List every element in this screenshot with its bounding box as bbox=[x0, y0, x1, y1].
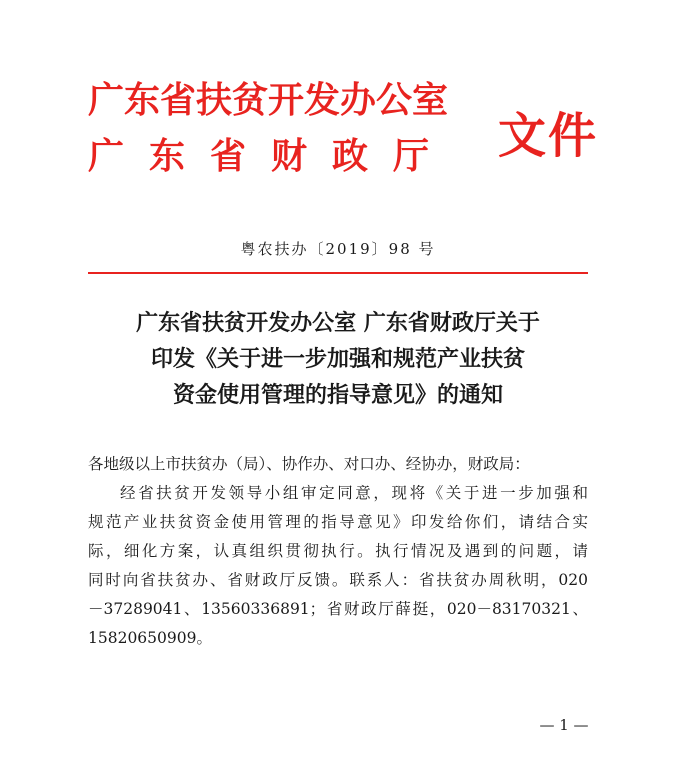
issuer-name-2: 广东省财政厅 bbox=[88, 136, 455, 177]
title-line-3: 资金使用管理的指导意见》的通知 bbox=[172, 383, 503, 408]
document-body bbox=[88, 450, 588, 653]
body-line-2: 规范产业扶贫资金使用管理的指导意见》印发给你们，请结合实 bbox=[88, 513, 588, 531]
body-line-4: 同时向省扶贫办、省财政厅反馈。联系人：省扶贫办周秋明，020 bbox=[88, 571, 588, 589]
red-divider bbox=[88, 272, 588, 274]
salutation: 各地级以上市扶贫办（局）、协作办、对口办、经协办，财政局： bbox=[88, 455, 530, 473]
document-number: 粤农扶办〔2019〕98 号 bbox=[240, 240, 436, 258]
title-line-1: 广东省扶贫开发办公室 广东省财政厅关于 bbox=[136, 311, 540, 336]
title-line-2: 印发《关于进一步加强和规范产业扶贫 bbox=[150, 347, 525, 372]
body-line-6: 15820650909。 bbox=[88, 629, 212, 647]
red-header bbox=[88, 78, 608, 198]
body-line-1: 经省扶贫开发领导小组审定同意，现将《关于进一步加强和 bbox=[120, 484, 588, 502]
document-type-label: 文件 bbox=[498, 108, 599, 164]
issuer-name-1: 广东省扶贫开发办公室 bbox=[88, 80, 449, 121]
body-line-3: 际，细化方案，认真组织贯彻执行。执行情况及遇到的问题，请 bbox=[88, 542, 588, 560]
page-number: — 1 — bbox=[539, 716, 589, 734]
body-line-5: －37289041、13560336891；省财政厅薛挺，020－83170321、 bbox=[88, 600, 588, 618]
document-title bbox=[40, 306, 636, 414]
